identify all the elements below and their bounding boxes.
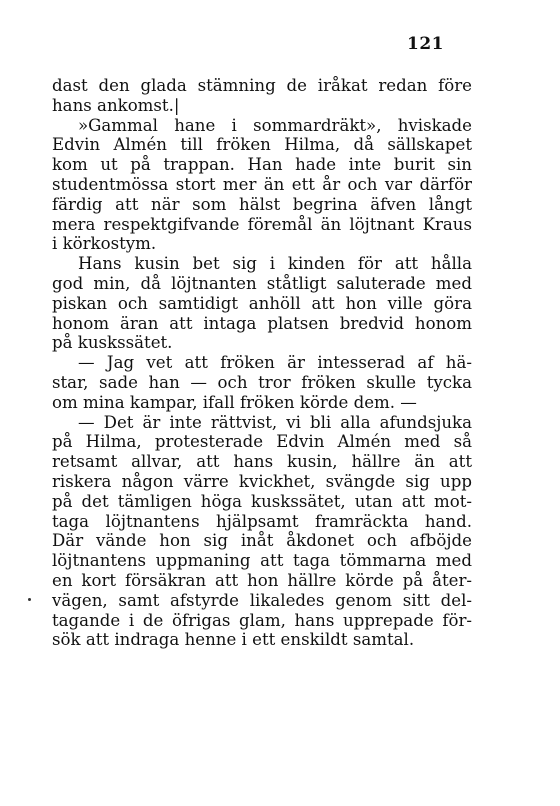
text-line: tagande i de öfrigas glam, hans upprepade för- [52,610,472,630]
text-line: — Det är inte rättvist, vi bli alla afundsjuka [78,412,472,432]
text-line: »Gammal hane i sommardräkt», hviskade [78,115,472,135]
text-line: en kort försäkran att hon hällre körde på åter- [52,570,472,590]
body-text [52,76,472,650]
text-line: på det tämligen höga kuskssätet, utan att mot- [52,491,472,511]
text-line: vägen, samt afstyrde likaledes genom sitt del- [52,590,472,610]
text-line: piskan och samtidigt anhöll att hon ville göra [52,293,472,313]
text-line: honom äran att intaga platsen bredvid honom [52,313,472,333]
text-line: färdig att när som hälst begrina äfven långt [52,194,472,214]
text-line: om mina kampar, ifall fröken körde dem. — [52,392,417,412]
text-line: hans ankomst.| [52,95,180,115]
text-line: retsamt allvar, att hans kusin, hällre än att [52,452,472,472]
text-line: i körkostym. [52,234,157,254]
text-line: taga löjtnantens hjälpsamt framräckta hand. [52,511,472,531]
text-line: sök att indraga henne i ett enskildt samtal. [52,630,415,650]
text-line: studentmössa stort mer än ett år och var därför [52,174,472,194]
text-line: på kuskssätet. [52,333,173,353]
text-line: — Jag vet att fröken är intesserad af hä- [78,353,472,373]
text-line: riskera någon värre kvickhet, svängde sig upp [52,471,472,491]
text-line: Edvin Almén till fröken Hilma, då sällskapet [52,135,472,155]
page-number: 121 [407,34,444,54]
text-line: Där vände hon sig inåt åkdonet och afböjde [52,531,472,551]
margin-dot [28,598,31,601]
text-line: Hans kusin bet sig i kinden för att hålla [78,254,472,274]
text-line: kom ut på trappan. Han hade inte burit sin [52,155,472,175]
text-line: god min, då löjtnanten ståtligt saluterade med [52,273,472,293]
text-line: på Hilma, protesterade Edvin Almén med så [52,432,472,452]
text-line: löjtnantens uppmaning att taga tömmarna med [52,551,472,571]
text-line: dast den glada stämning de iråkat redan före [52,76,472,95]
text-line: star, sade han — och tror fröken skulle tycka [52,372,472,392]
text-line: mera respektgifvande föremål än löjtnant Kraus [52,214,472,234]
